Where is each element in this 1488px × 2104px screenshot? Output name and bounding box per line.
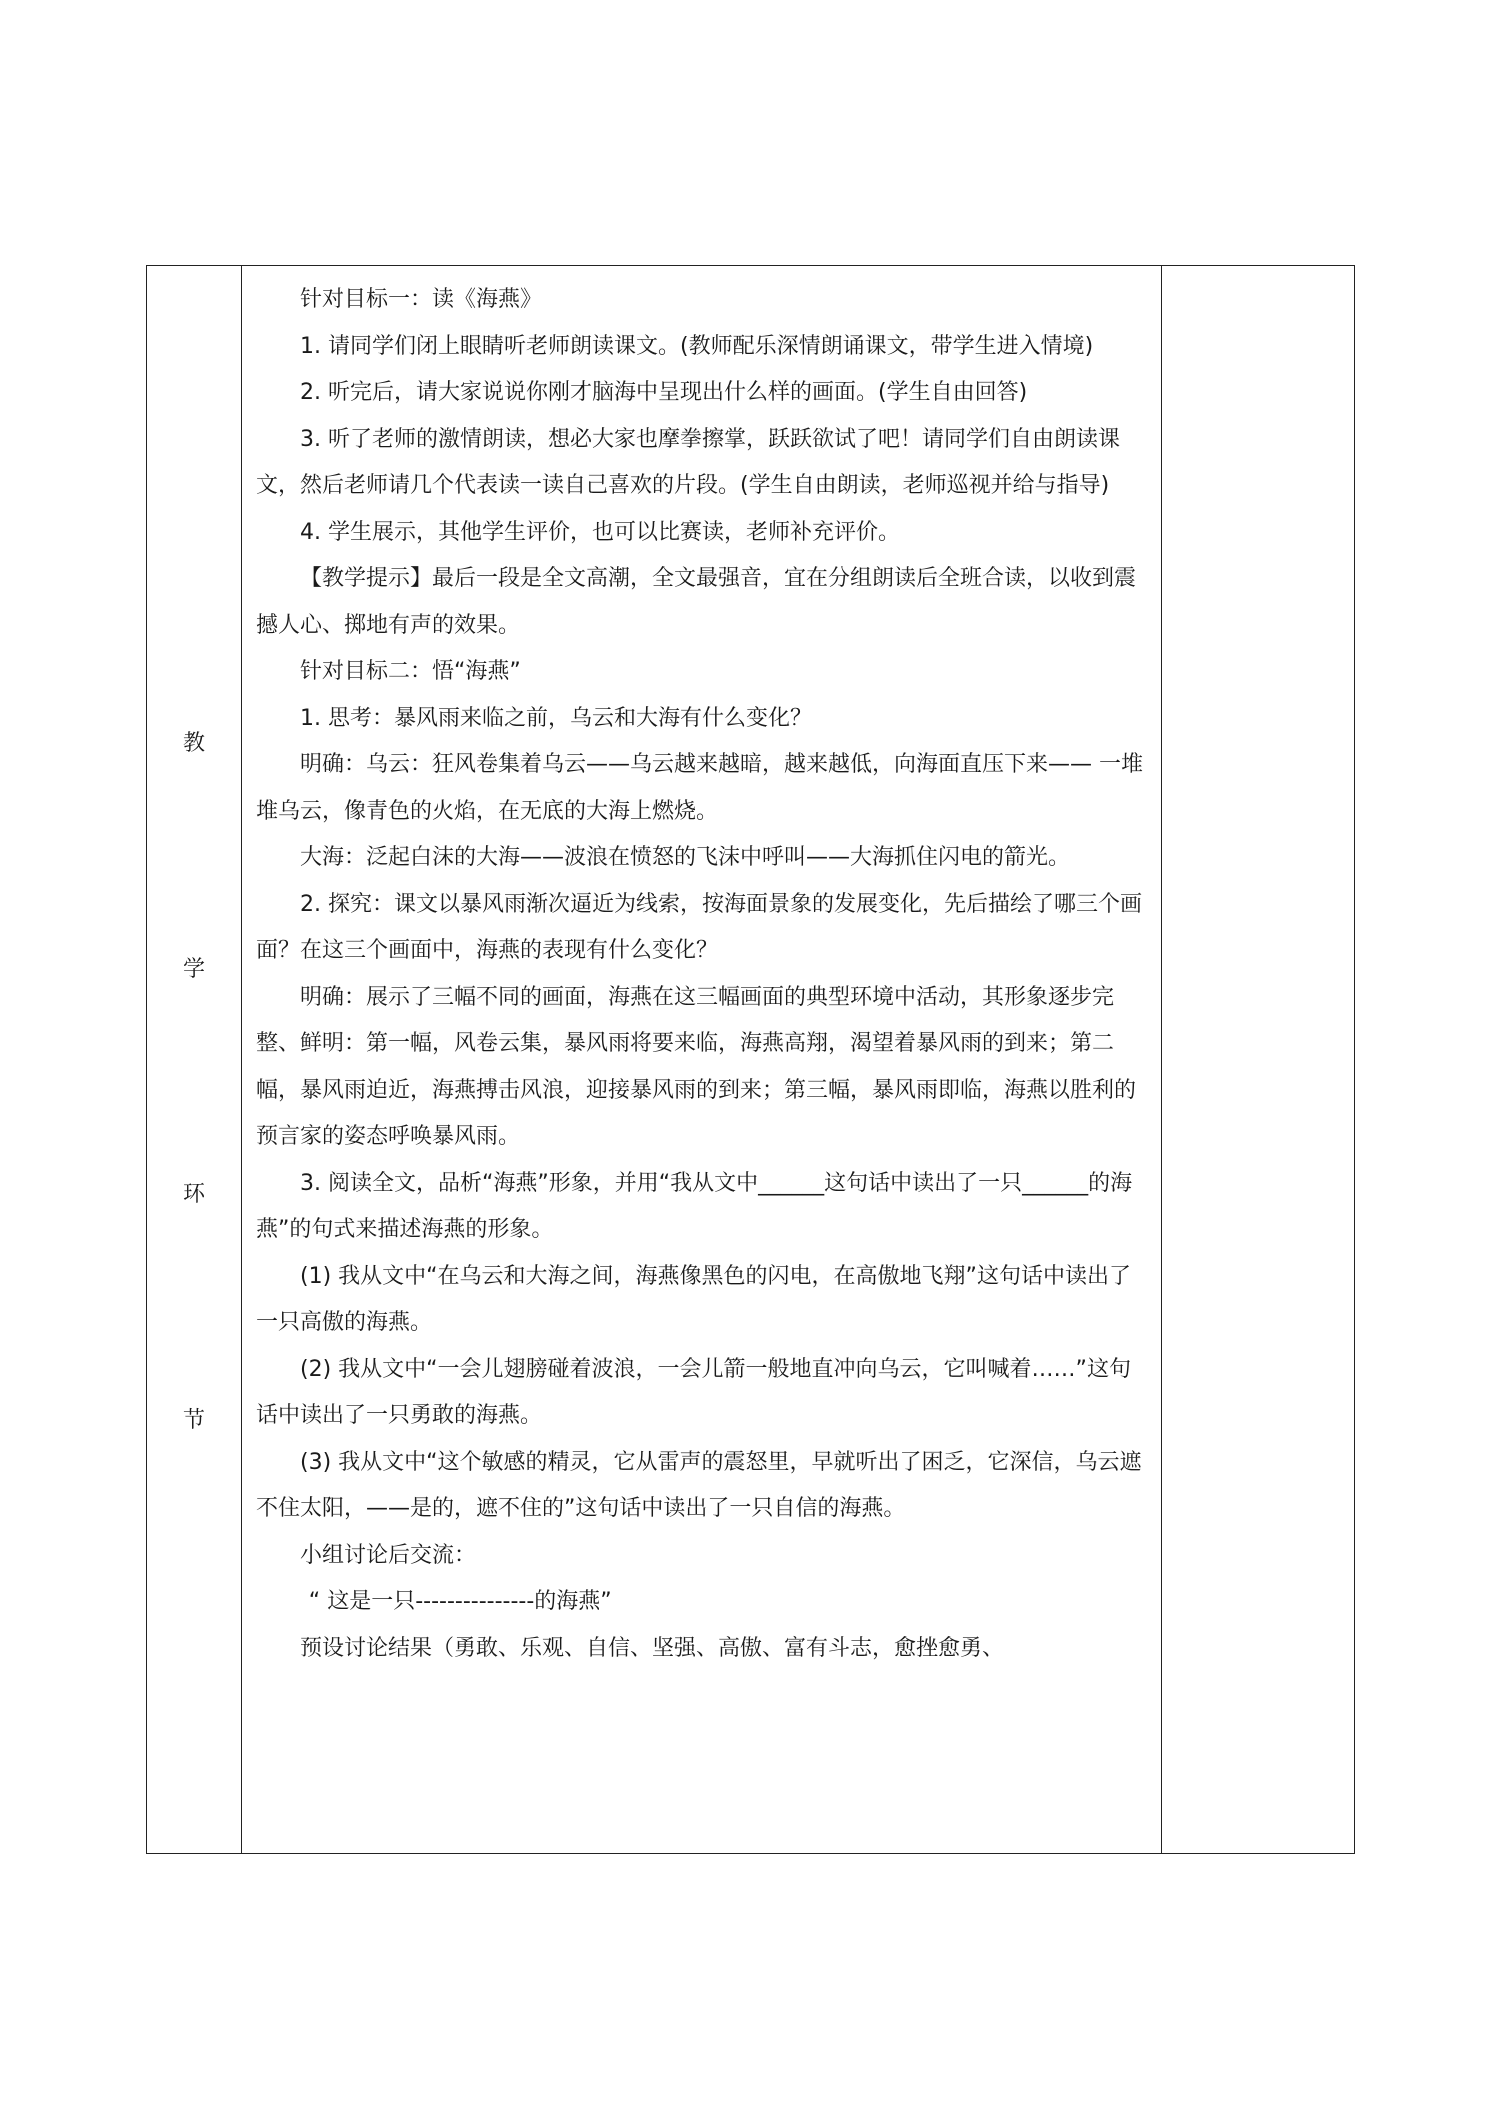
lesson-plan-table (146, 265, 1355, 1854)
paragraph: (1) 我从文中“在乌云和大海之间，海燕像黑色的闪电，在高傲地飞翔”这句话中读出了一只高傲的海燕。 (256, 1263, 1131, 1335)
section-label-cell (147, 266, 242, 1854)
paragraph: 3. 听了老师的激情朗读，想必大家也摩拳擦掌，跃跃欲试了吧！请同学们自由朗读课文，然后老师请几个代表读一读自己喜欢的片段。(学生自由朗读，老师巡视并给与指导) (256, 426, 1120, 498)
paragraph: (2) 我从文中“一会儿翅膀碰着波浪，一会儿箭一般地直冲向乌云，它叫喊着……”这句话中读出了一只勇敢的海燕。 (256, 1356, 1131, 1428)
table-row (147, 266, 1355, 1854)
paragraph: 2. 探究：课文以暴风雨渐次逼近为线索，按海面景象的发展变化，先后描绘了哪三个画面？在这三个画面中，海燕的表现有什么变化？ (256, 891, 1142, 963)
objective-heading: 针对目标一：读《海燕》 (300, 287, 543, 312)
teaching-content (242, 266, 1161, 1672)
paragraph: 明确：展示了三幅不同的画面，海燕在这三幅画面的典型环境中活动，其形象逐步完整、鲜明：第一幅，风卷云集，暴风雨将要来临，海燕高翔，渴望着暴风雨的到来；第二幅，暴风雨迫近，海燕搏击风浪，迎接暴风雨的到来；第三幅，暴风雨即临，海燕以胜利的预言家的姿态呼唤暴风雨。 (256, 984, 1137, 1149)
fill-in-sentence: “ 这是一只---------------的海燕” (308, 1589, 612, 1614)
teaching-content-cell (242, 266, 1162, 1854)
objective-heading: 针对目标二：悟“海燕” (300, 659, 521, 684)
paragraph: 3. 阅读全文，品析“海燕”形象，并用“我从文中______这句话中读出了一只______的海燕”的句式来描述海燕的形象。 (256, 1170, 1133, 1242)
paragraph: 2. 听完后，请大家说说你刚才脑海中呈现出什么样的画面。(学生自由回答) (300, 380, 1028, 405)
paragraph: 明确：乌云：狂风卷集着乌云——乌云越来越暗，越来越低，向海面直压下来—— 一堆堆乌云，像青色的火焰，在无底的大海上燃烧。 (256, 752, 1143, 824)
paragraph: 大海：泛起白沫的大海——波浪在愤怒的飞沫中呼叫——大海抓住闪电的箭光。 (300, 845, 1071, 870)
paragraph: 预设讨论结果（勇敢、乐观、自信、坚强、高傲、富有斗志，愈挫愈勇、 (300, 1635, 1005, 1661)
paragraph: 4. 学生展示，其他学生评价，也可以比赛读，老师补充评价。 (300, 519, 900, 545)
paragraph: 1. 思考：暴风雨来临之前，乌云和大海有什么变化？ (300, 705, 812, 731)
teaching-tip: 【教学提示】最后一段是全文高潮，全文最强音，宜在分组朗读后全班合读，以收到震撼人心、掷地有声的效果。 (256, 566, 1137, 638)
section-label-char: 教 (182, 731, 205, 756)
paragraph: (3) 我从文中“这个敏感的精灵，它从雷声的震怒里，早就听出了困乏，它深信，乌云遮不住太阳，——是的，遮不住的”这句话中读出了一只自信的海燕。 (256, 1449, 1142, 1521)
section-label-char: 学 (182, 957, 205, 982)
notes-cell (1162, 266, 1355, 1854)
section-label-char: 环 (182, 1182, 205, 1207)
paragraph: 小组讨论后交流： (300, 1542, 477, 1568)
section-label-char: 节 (182, 1408, 205, 1433)
paragraph: 1. 请同学们闭上眼睛听老师朗读课文。(教师配乐深情朗诵课文，带学生进入情境) (300, 333, 1094, 359)
